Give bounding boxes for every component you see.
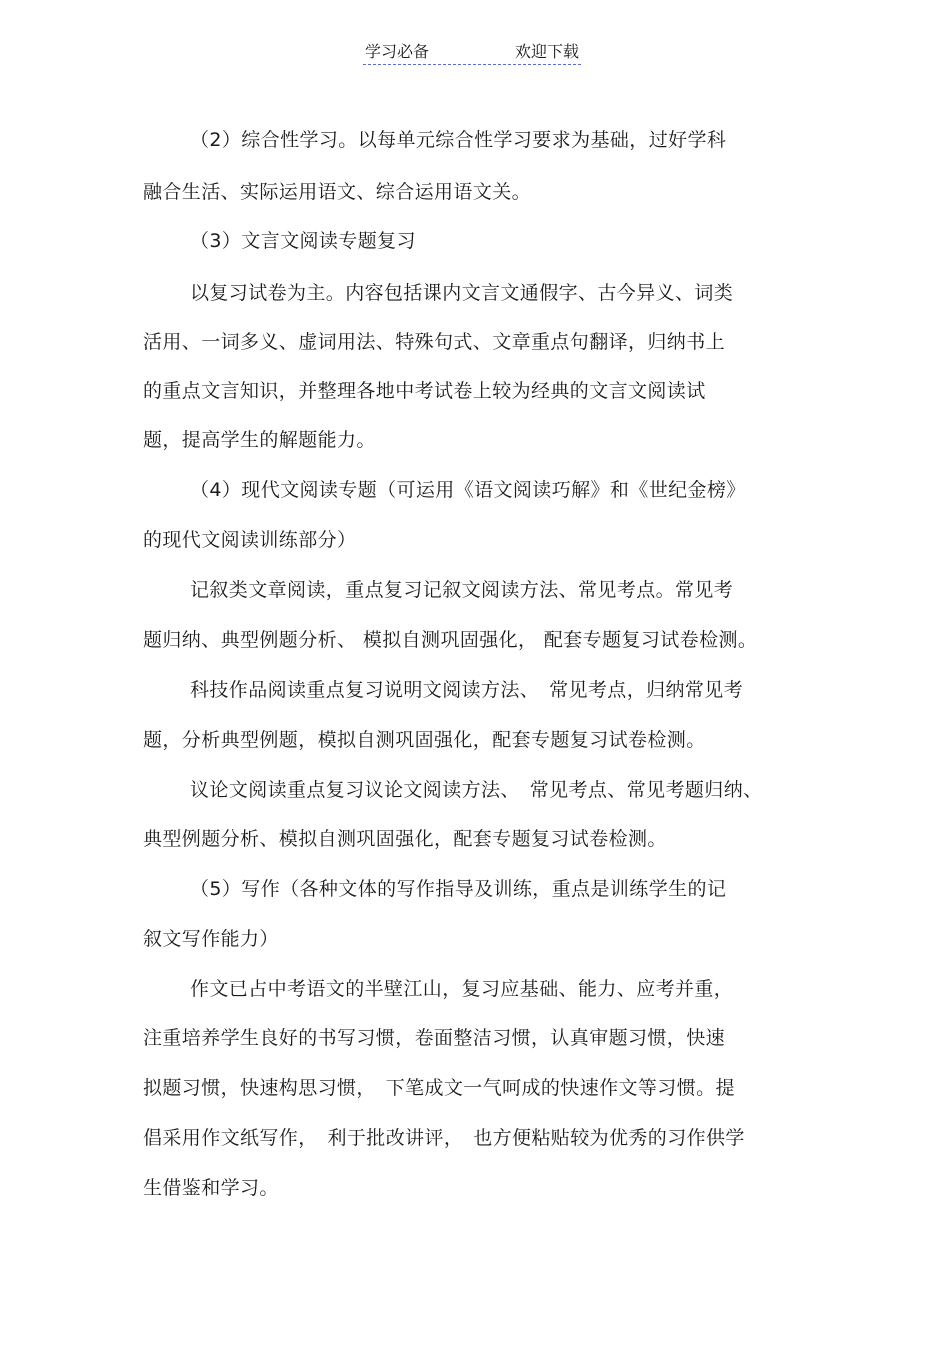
- text-line: 题，分析典型例题，模拟自测巩固强化，配套专题复习试卷检测。: [143, 729, 706, 751]
- page-header: [363, 42, 581, 65]
- text-line: （5）写作（各种文体的写作指导及训练，重点是训练学生的记: [190, 878, 727, 900]
- text-line: 叙文写作能力）: [143, 928, 279, 950]
- text-line: 生借鉴和学习。: [143, 1177, 279, 1199]
- text-line: （4）现代文阅读专题（可运用《语文阅读巧解》和《世纪金榜》: [190, 479, 746, 501]
- text-line: 记叙类文章阅读，重点复习记叙文阅读方法、常见考点。常见考: [190, 579, 734, 601]
- text-line: 议论文阅读重点复习议论文阅读方法、 常见考点、常见考题归纳、: [190, 779, 763, 801]
- text-line: （3）文言文阅读专题复习: [190, 230, 416, 252]
- text-line: 注重培养学生良好的书写习惯，卷面整洁习惯，认真审题习惯，快速: [143, 1027, 726, 1049]
- text-line: 典型例题分析、模拟自测巩固强化，配套专题复习试卷检测。: [143, 828, 667, 850]
- text-line: 题，提高学生的解题能力。: [143, 429, 376, 451]
- text-line: 以复习试卷为主。内容包括课内文言文通假字、古今异义、词类: [190, 282, 734, 304]
- text-line: 科技作品阅读重点复习说明文阅读方法、 常见考点，归纳常见考: [190, 679, 744, 701]
- text-line: 的重点文言知识，并整理各地中考试卷上较为经典的文言文阅读试: [143, 380, 706, 402]
- text-line: （2）综合性学习。以每单元综合性学习要求为基础，过好学科: [190, 129, 727, 151]
- text-line: 作文已占中考语文的半壁江山，复习应基础、能力、应考并重，: [190, 978, 734, 1000]
- text-line: 融合生活、实际运用语文、综合运用语文关。: [143, 181, 532, 203]
- header-left-text: 学习必备: [365, 42, 430, 61]
- text-line: 倡采用作文纸写作， 利于批改讲评， 也方便粘贴较为优秀的习作供学: [143, 1127, 745, 1149]
- text-line: 拟题习惯，快速构思习惯， 下笔成文一气呵成的快速作文等习惯。提: [143, 1077, 735, 1099]
- text-line: 题归纳、典型例题分析、 模拟自测巩固强化， 配套专题复习试卷检测。: [143, 629, 758, 651]
- text-line: 的现代文阅读训练部分）: [143, 529, 357, 551]
- header-right-text: 欢迎下载: [514, 42, 579, 61]
- text-line: 活用、一词多义、虚词用法、特殊句式、文章重点句翻译，归纳书上: [143, 331, 726, 353]
